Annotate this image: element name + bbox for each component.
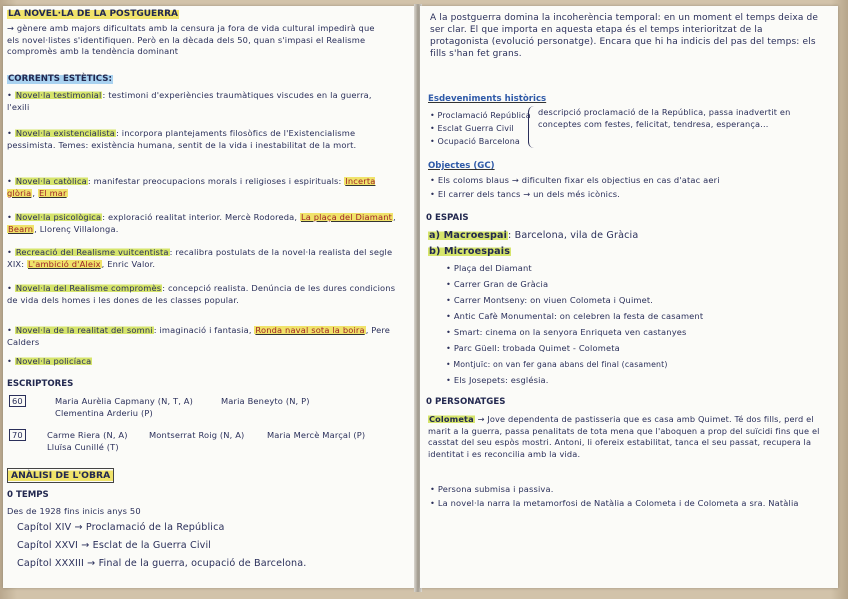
corrents-heading: CORRENTS ESTÈTICS: [8, 74, 112, 84]
temps-line: Capítol XXXIII → Final de la guerra, ocupació de Barcelona. [17, 558, 307, 569]
corrent-item: • Recreació del Realisme vuitcentista: recalibra postulats de la novel·la realista del segle XIX: L'ambició d'Aleix, Enric Valor. [7, 247, 393, 269]
writer-name: Maria Beneyto (N, P) [221, 396, 310, 406]
event-item: • Proclamació República [430, 111, 531, 120]
events-description: descripció proclamació de la República, passa inadvertit en conceptes com festes, felicitat, tendresa, esperança... [538, 107, 791, 129]
corrent-item: • Novel·la del Realisme compromès: concepció realista. Denúncia de les dures condicions de vida dels homes i les dones de les classes popular. [7, 283, 396, 305]
personatge-item: • La novel·la narra la metamorfosi de Natàlia a Colometa i de Colometa a sra. Natàlia [430, 498, 799, 508]
microespais-label: b) Microespais [429, 246, 511, 257]
writer-name: Lluïsa Cunillé (T) [47, 442, 119, 452]
corrent-item: • Novel·la psicològica: exploració realitat interior. Mercè Rodoreda, La plaça del Diamant, Bearn, Llorenç Villalonga. [7, 212, 396, 234]
personatge-item: • Persona submisa i passiva. [430, 484, 554, 494]
colometa-description: Colometa → Jove dependenta de pastisseria que es casa amb Quimet. Té dos fills, perd el marit a la guerra, passa penalitats de tota mena que l'aboquen a prop del suïcidi fins que el casstat del seu espòs mostri. Antoni, li ofereix estabilitat, tanca el seu passat, recupera la identitat i es reconcilia amb la vida. [428, 414, 820, 459]
macroespai: a) Macroespai: Barcelona, vila de Gràcia [429, 230, 639, 241]
brace-icon [528, 106, 535, 148]
decade-60: 60 [9, 396, 26, 407]
temps-line: Des de 1928 fins inicis anys 50 [7, 506, 141, 516]
objectes-heading: Objectes (GC) [428, 161, 495, 171]
temps-heading: 0 TEMPS [7, 490, 49, 500]
micro-item: • Els Josepets: església. [446, 375, 549, 385]
micro-item: • Carrer Gran de Gràcia [446, 279, 549, 289]
corrent-item: • Novel·la policíaca [7, 356, 92, 366]
corrent-item: • Novel·la testimonial: testimoni d'experiències traumàtiques viscudes en la guerra, l'exili [7, 90, 372, 112]
objecte-item: • Els coloms blaus → dificulten fixar els objectius en cas d'atac aeri [430, 175, 720, 185]
temps-line: Capítol XIV → Proclamació de la República [17, 522, 225, 533]
micro-item: • Parc Güell: trobada Quimet - Colometa [446, 343, 620, 353]
page-title: LA NOVEL·LA DE LA POSTGUERRA [8, 9, 178, 19]
writer-name: Carme Riera (N, A) [47, 430, 128, 440]
micro-item: • Montjuïc: on van fer gana abans del final (casament) [446, 360, 668, 369]
analisi-title: ANÀLISI DE L'OBRA [7, 468, 114, 483]
decade-70: 70 [9, 430, 26, 441]
corrent-item: • Novel·la catòlica: manifestar preocupacions morals i religioses i espirituals: Incerta glòria, El mar [7, 176, 376, 198]
event-item: • Esclat Guerra Civil [430, 124, 514, 133]
micro-item: • Plaça del Diamant [446, 263, 532, 273]
writer-name: Montserrat Roig (N, A) [149, 430, 245, 440]
temps-line: Capítol XXVI → Esclat de la Guerra Civil [17, 540, 212, 551]
writer-name: Maria Aurèlia Capmany (N, T, A) [55, 396, 194, 406]
corrent-item: • Novel·la existencialista: incorpora plantejaments filosòfics de l'Existencialisme pessimista. Temes: existència humana, sentit de la vida i inestabilitat de la mort. [7, 128, 357, 150]
event-item: • Ocupació Barcelona [430, 137, 520, 146]
micro-item: • Smart: cinema on la senyora Enriqueta ven castanyes [446, 327, 687, 337]
esdeveniments-heading: Esdeveniments històrics [428, 94, 547, 104]
escriptores-heading: ESCRIPTORES [7, 379, 74, 389]
writer-name: Maria Mercè Marçal (P) [267, 430, 366, 440]
intro-text: → gènere amb majors dificultats amb la censura ja fora de vida cultural impedirà que els novel·listes s'identifiquen. Però en la dècada dels 50, quan s'impasi el Realisme compromès amb la tendència dominant [7, 23, 375, 56]
espais-heading: 0 ESPAIS [426, 213, 469, 223]
micro-item: • Carrer Montseny: on viuen Colometa i Quimet. [446, 295, 654, 305]
right-page [420, 6, 838, 588]
writer-name: Clementina Arderiu (P) [55, 408, 153, 418]
temps-intro: A la postguerra domina la incoherència temporal: en un moment el temps deixa de ser clar. El que importa en aquesta etapa és el temps interioritzat de la protagonista (evolució personatge). Encara que hi ha indicis del pas del temps: els fills s'han fet grans. [430, 13, 819, 59]
corrent-item: • Novel·la de la realitat del somni: imaginació i fantasia, Ronda naval sota la boira, Pere Calders [7, 325, 391, 347]
personatges-heading: 0 PERSONATGES [426, 397, 506, 407]
objecte-item: • El carrer dels tancs → un dels més icònics. [430, 189, 621, 199]
left-page [3, 6, 416, 588]
micro-item: • Antic Cafè Monumental: on celebren la festa de casament [446, 311, 704, 321]
